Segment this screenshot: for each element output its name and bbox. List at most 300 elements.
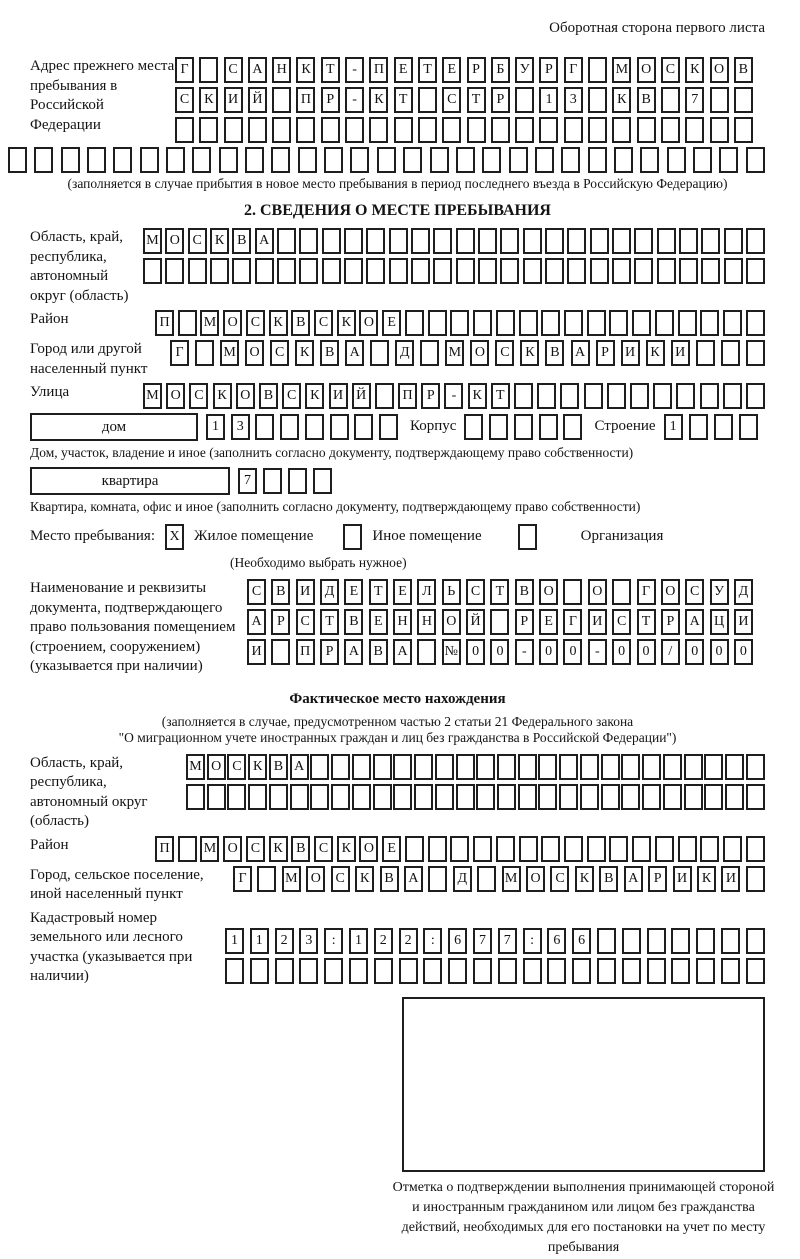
char-box[interactable]: 0: [466, 639, 485, 665]
char-box[interactable]: [642, 754, 661, 780]
char-box[interactable]: [435, 754, 454, 780]
char-box[interactable]: У: [710, 579, 729, 605]
char-box[interactable]: №: [442, 639, 461, 665]
char-box[interactable]: [679, 228, 698, 254]
char-box[interactable]: Р: [467, 57, 486, 83]
char-box[interactable]: Р: [271, 609, 290, 635]
char-box[interactable]: И: [329, 383, 348, 409]
char-box[interactable]: М: [612, 57, 631, 83]
char-box[interactable]: -: [588, 639, 607, 665]
char-box[interactable]: М: [143, 228, 162, 254]
char-box[interactable]: [8, 147, 27, 173]
char-box[interactable]: [746, 836, 765, 862]
char-box[interactable]: [324, 147, 343, 173]
char-box[interactable]: [612, 579, 631, 605]
prev-address-row-3[interactable]: [175, 117, 753, 143]
char-box[interactable]: 1: [206, 414, 225, 440]
char-box[interactable]: С: [246, 836, 265, 862]
char-box[interactable]: [497, 784, 516, 810]
char-box[interactable]: [322, 258, 341, 284]
char-box[interactable]: [609, 836, 628, 862]
char-box[interactable]: О: [588, 579, 607, 605]
char-box[interactable]: [523, 958, 542, 984]
char-box[interactable]: [188, 258, 207, 284]
char-box[interactable]: [272, 87, 291, 113]
char-box[interactable]: [746, 866, 765, 892]
char-box[interactable]: Е: [382, 310, 401, 336]
checkbox-residential[interactable]: [163, 523, 186, 551]
char-box[interactable]: [684, 784, 703, 810]
char-box[interactable]: [405, 310, 424, 336]
char-box[interactable]: Г: [563, 609, 582, 635]
char-box[interactable]: [539, 414, 558, 440]
char-box[interactable]: [519, 836, 538, 862]
char-box[interactable]: [255, 414, 274, 440]
char-box[interactable]: Й: [352, 383, 371, 409]
char-box[interactable]: [710, 117, 729, 143]
char-box[interactable]: [678, 836, 697, 862]
char-box[interactable]: М: [200, 836, 219, 862]
char-box[interactable]: В: [380, 866, 399, 892]
char-box[interactable]: [597, 958, 616, 984]
char-box[interactable]: 0: [563, 639, 582, 665]
char-box[interactable]: [489, 414, 508, 440]
char-box[interactable]: [572, 958, 591, 984]
char-box[interactable]: -: [515, 639, 534, 665]
char-box[interactable]: [473, 836, 492, 862]
char-box[interactable]: [232, 258, 251, 284]
char-box[interactable]: 0: [637, 639, 656, 665]
char-box[interactable]: Е: [393, 579, 412, 605]
city-row[interactable]: [170, 340, 765, 366]
char-box[interactable]: [373, 784, 392, 810]
char-box[interactable]: Б: [491, 57, 510, 83]
char-box[interactable]: [288, 468, 307, 494]
char-box[interactable]: [257, 866, 276, 892]
char-box[interactable]: [564, 310, 583, 336]
house-number-row[interactable]: [206, 414, 398, 440]
char-box[interactable]: [414, 784, 433, 810]
char-box[interactable]: [541, 310, 560, 336]
char-box[interactable]: С: [314, 310, 333, 336]
char-box[interactable]: [248, 784, 267, 810]
char-box[interactable]: Р: [321, 87, 340, 113]
char-box[interactable]: В: [320, 340, 339, 366]
char-box[interactable]: [478, 258, 497, 284]
char-box[interactable]: К: [296, 57, 315, 83]
char-box[interactable]: 0: [612, 639, 631, 665]
char-box[interactable]: [290, 784, 309, 810]
char-box[interactable]: [245, 147, 264, 173]
char-box[interactable]: К: [468, 383, 487, 409]
char-box[interactable]: -: [345, 57, 364, 83]
char-box[interactable]: [518, 784, 537, 810]
char-box[interactable]: [746, 784, 765, 810]
char-box[interactable]: 1: [225, 928, 244, 954]
char-box[interactable]: [567, 228, 586, 254]
char-box[interactable]: [248, 117, 267, 143]
char-box[interactable]: Е: [344, 579, 363, 605]
char-box[interactable]: [430, 147, 449, 173]
char-box[interactable]: Т: [467, 87, 486, 113]
char-box[interactable]: В: [271, 579, 290, 605]
char-box[interactable]: [310, 754, 329, 780]
char-box[interactable]: [601, 754, 620, 780]
char-box[interactable]: [280, 414, 299, 440]
char-box[interactable]: [723, 310, 742, 336]
char-box[interactable]: [601, 784, 620, 810]
char-box[interactable]: О: [207, 754, 226, 780]
char-box[interactable]: /: [661, 639, 680, 665]
char-box[interactable]: [186, 784, 205, 810]
char-box[interactable]: 2: [399, 928, 418, 954]
char-box[interactable]: [678, 310, 697, 336]
char-box[interactable]: В: [344, 609, 363, 635]
char-box[interactable]: [417, 639, 436, 665]
char-box[interactable]: О: [359, 310, 378, 336]
char-box[interactable]: [514, 383, 533, 409]
char-box[interactable]: [140, 147, 159, 173]
char-box[interactable]: Д: [320, 579, 339, 605]
char-box[interactable]: 1: [539, 87, 558, 113]
char-box[interactable]: Ь: [442, 579, 461, 605]
char-box[interactable]: [587, 836, 606, 862]
char-box[interactable]: [393, 754, 412, 780]
char-box[interactable]: [588, 147, 607, 173]
char-box[interactable]: [271, 639, 290, 665]
char-box[interactable]: [352, 784, 371, 810]
char-box[interactable]: В: [291, 836, 310, 862]
char-box[interactable]: [721, 958, 740, 984]
char-box[interactable]: С: [331, 866, 350, 892]
char-box[interactable]: [277, 258, 296, 284]
char-box[interactable]: О: [637, 57, 656, 83]
char-box[interactable]: Е: [382, 836, 401, 862]
char-box[interactable]: [366, 258, 385, 284]
char-box[interactable]: [537, 383, 556, 409]
char-box[interactable]: [721, 928, 740, 954]
char-box[interactable]: [227, 784, 246, 810]
char-box[interactable]: [657, 228, 676, 254]
char-box[interactable]: Р: [421, 383, 440, 409]
char-box[interactable]: [704, 784, 723, 810]
fact-region-row-2[interactable]: [186, 784, 765, 810]
char-box[interactable]: [700, 310, 719, 336]
char-box[interactable]: [653, 383, 672, 409]
char-box[interactable]: Н: [417, 609, 436, 635]
char-box[interactable]: [428, 836, 447, 862]
char-box[interactable]: -: [345, 87, 364, 113]
char-box[interactable]: К: [520, 340, 539, 366]
char-box[interactable]: [739, 414, 758, 440]
char-box[interactable]: М: [220, 340, 239, 366]
char-box[interactable]: 2: [275, 928, 294, 954]
char-box[interactable]: [269, 784, 288, 810]
document-row-2[interactable]: [247, 609, 753, 635]
char-box[interactable]: С: [175, 87, 194, 113]
house-type-box[interactable]: дом: [30, 413, 198, 441]
char-box[interactable]: П: [369, 57, 388, 83]
char-box[interactable]: 1: [349, 928, 368, 954]
char-box[interactable]: С: [612, 609, 631, 635]
char-box[interactable]: [464, 414, 483, 440]
char-box[interactable]: К: [295, 340, 314, 366]
char-box[interactable]: [456, 228, 475, 254]
char-box[interactable]: :: [423, 928, 442, 954]
char-box[interactable]: [87, 147, 106, 173]
char-box[interactable]: Р: [491, 87, 510, 113]
char-box[interactable]: К: [269, 836, 288, 862]
char-box[interactable]: [734, 117, 753, 143]
char-box[interactable]: [298, 147, 317, 173]
street-row[interactable]: [143, 383, 765, 409]
char-box[interactable]: Т: [637, 609, 656, 635]
char-box[interactable]: 3: [231, 414, 250, 440]
char-box[interactable]: [370, 340, 389, 366]
char-box[interactable]: О: [526, 866, 545, 892]
char-box[interactable]: К: [210, 228, 229, 254]
char-box[interactable]: [411, 228, 430, 254]
char-box[interactable]: С: [282, 383, 301, 409]
char-box[interactable]: С: [188, 228, 207, 254]
char-box[interactable]: [448, 958, 467, 984]
char-box[interactable]: X: [165, 524, 184, 550]
char-box[interactable]: :: [324, 928, 343, 954]
char-box[interactable]: [640, 147, 659, 173]
char-box[interactable]: [175, 117, 194, 143]
korpus-row[interactable]: [464, 414, 582, 440]
char-box[interactable]: [352, 754, 371, 780]
char-box[interactable]: [647, 928, 666, 954]
prev-address-row-2[interactable]: [175, 87, 753, 113]
char-box[interactable]: [632, 310, 651, 336]
char-box[interactable]: [700, 836, 719, 862]
char-box[interactable]: [622, 958, 641, 984]
apartment-number-row[interactable]: [238, 468, 332, 494]
char-box[interactable]: [661, 117, 680, 143]
char-box[interactable]: [563, 579, 582, 605]
char-box[interactable]: [724, 258, 743, 284]
char-box[interactable]: [210, 258, 229, 284]
char-box[interactable]: 0: [490, 639, 509, 665]
char-box[interactable]: [313, 468, 332, 494]
char-box[interactable]: [559, 784, 578, 810]
char-box[interactable]: [423, 958, 442, 984]
char-box[interactable]: [497, 754, 516, 780]
checkbox-organization[interactable]: [516, 523, 539, 551]
char-box[interactable]: [498, 958, 517, 984]
char-box[interactable]: [584, 383, 603, 409]
char-box[interactable]: [330, 414, 349, 440]
char-box[interactable]: М: [143, 383, 162, 409]
char-box[interactable]: 7: [238, 468, 257, 494]
char-box[interactable]: [343, 524, 362, 550]
char-box[interactable]: [178, 836, 197, 862]
char-box[interactable]: И: [673, 866, 692, 892]
char-box[interactable]: [704, 754, 723, 780]
char-box[interactable]: [500, 228, 519, 254]
char-box[interactable]: [299, 228, 318, 254]
char-box[interactable]: [500, 258, 519, 284]
char-box[interactable]: [456, 784, 475, 810]
char-box[interactable]: 2: [374, 928, 393, 954]
char-box[interactable]: [746, 928, 765, 954]
char-box[interactable]: Е: [369, 609, 388, 635]
char-box[interactable]: [723, 383, 742, 409]
char-box[interactable]: С: [247, 579, 266, 605]
char-box[interactable]: К: [248, 754, 267, 780]
char-box[interactable]: К: [213, 383, 232, 409]
document-row-1[interactable]: [247, 579, 753, 605]
stroenie-row[interactable]: [664, 414, 758, 440]
char-box[interactable]: А: [404, 866, 423, 892]
char-box[interactable]: А: [290, 754, 309, 780]
char-box[interactable]: [433, 228, 452, 254]
char-box[interactable]: 0: [710, 639, 729, 665]
char-box[interactable]: [435, 784, 454, 810]
char-box[interactable]: Л: [417, 579, 436, 605]
char-box[interactable]: П: [296, 87, 315, 113]
char-box[interactable]: [580, 754, 599, 780]
char-box[interactable]: [671, 958, 690, 984]
char-box[interactable]: [661, 87, 680, 113]
char-box[interactable]: [667, 147, 686, 173]
char-box[interactable]: 7: [498, 928, 517, 954]
char-box[interactable]: [719, 147, 738, 173]
char-box[interactable]: [450, 836, 469, 862]
char-box[interactable]: [647, 958, 666, 984]
char-box[interactable]: [588, 117, 607, 143]
char-box[interactable]: [389, 228, 408, 254]
char-box[interactable]: [679, 258, 698, 284]
char-box[interactable]: [263, 468, 282, 494]
char-box[interactable]: Г: [564, 57, 583, 83]
char-box[interactable]: [689, 414, 708, 440]
char-box[interactable]: [166, 147, 185, 173]
char-box[interactable]: О: [245, 340, 264, 366]
char-box[interactable]: [61, 147, 80, 173]
char-box[interactable]: [630, 383, 649, 409]
char-box[interactable]: [518, 754, 537, 780]
cadastral-row-2[interactable]: [225, 958, 765, 984]
char-box[interactable]: [331, 784, 350, 810]
char-box[interactable]: [418, 87, 437, 113]
char-box[interactable]: [476, 784, 495, 810]
char-box[interactable]: М: [186, 754, 205, 780]
char-box[interactable]: [634, 258, 653, 284]
cadastral-row-1[interactable]: [225, 928, 765, 954]
char-box[interactable]: [746, 754, 765, 780]
char-box[interactable]: О: [306, 866, 325, 892]
char-box[interactable]: С: [189, 383, 208, 409]
char-box[interactable]: [725, 784, 744, 810]
char-box[interactable]: [478, 228, 497, 254]
char-box[interactable]: С: [270, 340, 289, 366]
char-box[interactable]: [428, 866, 447, 892]
char-box[interactable]: 6: [572, 928, 591, 954]
char-box[interactable]: Н: [272, 57, 291, 83]
char-box[interactable]: [746, 147, 765, 173]
char-box[interactable]: -: [444, 383, 463, 409]
char-box[interactable]: Р: [661, 609, 680, 635]
char-box[interactable]: 7: [473, 928, 492, 954]
char-box[interactable]: [538, 784, 557, 810]
char-box[interactable]: [473, 958, 492, 984]
char-box[interactable]: [588, 87, 607, 113]
char-box[interactable]: [322, 228, 341, 254]
char-box[interactable]: К: [337, 836, 356, 862]
char-box[interactable]: Т: [321, 57, 340, 83]
char-box[interactable]: К: [369, 87, 388, 113]
char-box[interactable]: [560, 383, 579, 409]
char-box[interactable]: В: [259, 383, 278, 409]
char-box[interactable]: [607, 383, 626, 409]
char-box[interactable]: [701, 258, 720, 284]
char-box[interactable]: П: [398, 383, 417, 409]
char-box[interactable]: И: [224, 87, 243, 113]
char-box[interactable]: [746, 258, 765, 284]
char-box[interactable]: [324, 958, 343, 984]
char-box[interactable]: [456, 147, 475, 173]
char-box[interactable]: [349, 958, 368, 984]
char-box[interactable]: О: [223, 310, 242, 336]
char-box[interactable]: [684, 754, 703, 780]
char-box[interactable]: Т: [490, 579, 509, 605]
char-box[interactable]: К: [697, 866, 716, 892]
char-box[interactable]: [724, 228, 743, 254]
char-box[interactable]: К: [337, 310, 356, 336]
char-box[interactable]: М: [502, 866, 521, 892]
char-box[interactable]: [746, 383, 765, 409]
char-box[interactable]: [344, 228, 363, 254]
char-box[interactable]: [299, 958, 318, 984]
char-box[interactable]: И: [296, 579, 315, 605]
char-box[interactable]: [725, 754, 744, 780]
char-box[interactable]: В: [291, 310, 310, 336]
checkbox-other-premises[interactable]: [341, 523, 364, 551]
char-box[interactable]: [255, 258, 274, 284]
char-box[interactable]: [490, 609, 509, 635]
char-box[interactable]: Е: [442, 57, 461, 83]
char-box[interactable]: [345, 117, 364, 143]
fact-region-row-1[interactable]: [186, 754, 765, 780]
char-box[interactable]: [399, 958, 418, 984]
char-box[interactable]: А: [624, 866, 643, 892]
char-box[interactable]: 1: [664, 414, 683, 440]
char-box[interactable]: Т: [491, 383, 510, 409]
char-box[interactable]: [450, 310, 469, 336]
char-box[interactable]: В: [232, 228, 251, 254]
char-box[interactable]: 0: [685, 639, 704, 665]
char-box[interactable]: [567, 258, 586, 284]
char-box[interactable]: Ц: [710, 609, 729, 635]
char-box[interactable]: Й: [466, 609, 485, 635]
char-box[interactable]: [693, 147, 712, 173]
char-box[interactable]: [515, 117, 534, 143]
char-box[interactable]: О: [166, 383, 185, 409]
char-box[interactable]: С: [495, 340, 514, 366]
char-box[interactable]: [374, 958, 393, 984]
char-box[interactable]: И: [621, 340, 640, 366]
char-box[interactable]: Н: [393, 609, 412, 635]
char-box[interactable]: В: [637, 87, 656, 113]
char-box[interactable]: [433, 258, 452, 284]
char-box[interactable]: [746, 340, 765, 366]
char-box[interactable]: Т: [320, 609, 339, 635]
char-box[interactable]: [321, 117, 340, 143]
char-box[interactable]: [272, 117, 291, 143]
char-box[interactable]: [663, 754, 682, 780]
